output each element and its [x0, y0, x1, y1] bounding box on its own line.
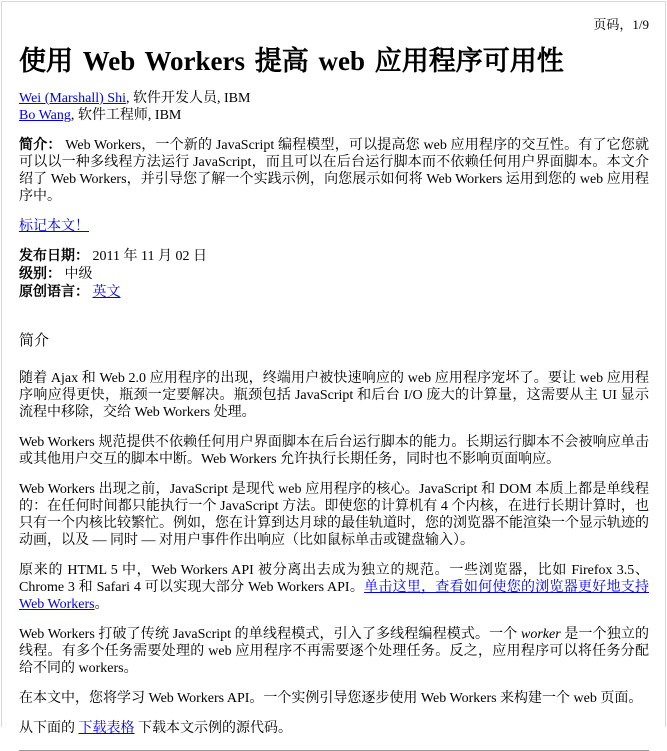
original-language-label: 原创语言：: [19, 285, 89, 300]
section-heading-intro: 简介: [19, 329, 649, 350]
published-date-value: 2011 年 11 月 02 日: [93, 249, 207, 264]
body-paragraph-2: Web Workers 规范提供不依赖任何用户界面脚本在后台运行脚本的能力。长期运行脚本不会被响应单击或其他用户交互的脚本中断。Web Workers 允许执行长期任务，同时也不影响页面响应。: [19, 434, 649, 468]
mark-article-row: [19, 218, 649, 235]
body-paragraph-5: [19, 626, 649, 677]
level-label: 级别：: [19, 267, 61, 282]
body-paragraph-1: 随着 Ajax 和 Web 2.0 应用程序的出现，终端用户被快速响应的 web 应用程序宠坏了。要让 web 应用程序响应得更快，瓶颈一定要解决。瓶颈包括 JavaScript 和后台 I/O 庞大的计算量，这需要从主 UI 显示流程中移除，交给 Web Workers 处理。: [19, 370, 649, 421]
abstract-label: 简介：: [19, 138, 62, 153]
author-link-wei-marshall-shi[interactable]: Wei (Marshall) Shi: [19, 91, 126, 106]
abstract-paragraph: [19, 137, 649, 205]
abstract-text: Web Workers，一个新的 JavaScript 编程模型，可以提高您 web 应用程序的交互性。有了它您就可以以一种多线程方法运行 JavaScript，而且可以在后台运行脚本而不依赖任何用户界面脚本。本文介绍了 Web Workers，并引导您了解一个实践示例，向您展示如何将 Web Workers 运用到您的 web 应用程序中。: [19, 138, 649, 204]
paragraph-text: Web Workers 打破了传统 JavaScript 的单线程模式，引入了多线程编程模式。一个: [19, 627, 521, 642]
author-affiliation: , 软件工程师, IBM: [71, 108, 181, 123]
authors-block: [19, 90, 649, 124]
paragraph-text: 原来的 HTML 5 中，Web Workers API 被分离出去成为独立的规范。一些浏览器，比如 Firefox 3.5、Chrome 3 和 Safari 4 可以实现大部分 Web Workers API。: [19, 563, 649, 595]
level-value: 中级: [65, 267, 93, 282]
download-table-link[interactable]: 下载表格: [79, 721, 135, 736]
article-title: 使用 Web Workers 提高 web 应用程序可用性: [19, 46, 649, 77]
author-link-bo-wang[interactable]: Bo Wang: [19, 108, 71, 123]
body-paragraph-6: 在本文中，您将学习 Web Workers API。一个实例引导您逐步使用 Web Workers 来构建一个 web 页面。: [19, 690, 649, 707]
paragraph-text: 从下面的: [19, 721, 79, 736]
published-date-label: 发布日期：: [19, 249, 89, 264]
page-number: 页码，1/9: [19, 17, 649, 33]
worker-term: worker: [521, 627, 561, 642]
paragraph-text: 是一个独立的线程。有多个任务需要处理的 web 应用程序不再需要逐个处理任务。反之，应用程序可以将任务分配给不同的 workers。: [19, 627, 649, 676]
mark-article-link[interactable]: 标记本文！: [19, 219, 89, 234]
paragraph-text: 。: [95, 597, 109, 612]
body-paragraph-3: Web Workers 出现之前，JavaScript 是现代 web 应用程序的核心。JavaScript 和 DOM 本质上都是单线程的：在任何时间都只能执行一个 JavaScript 方法。即使您的计算机有 4 个内核，在进行长期计算时，也只有一个内核比较繁忙。例如，您在计算到达月球的最佳轨道时，您的浏览器不能渲染一个显示轨迹的动画，以及 — 同时 — 对用户事件作出响应（比如鼠标单击或键盘输入）。: [19, 481, 649, 549]
original-language-link[interactable]: 英文: [93, 285, 121, 300]
paragraph-text: 下载本文示例的源代码。: [135, 721, 293, 736]
author-affiliation: , 软件开发人员, IBM: [126, 91, 250, 106]
body-paragraph-4: [19, 562, 649, 613]
body-paragraph-7: [19, 720, 649, 737]
document-page: [1, 1, 666, 727]
browser-support-link[interactable]: 单击这里，查看如何使您的浏览器更好地支持 Web Workers: [19, 580, 649, 612]
article-meta: [19, 248, 649, 302]
